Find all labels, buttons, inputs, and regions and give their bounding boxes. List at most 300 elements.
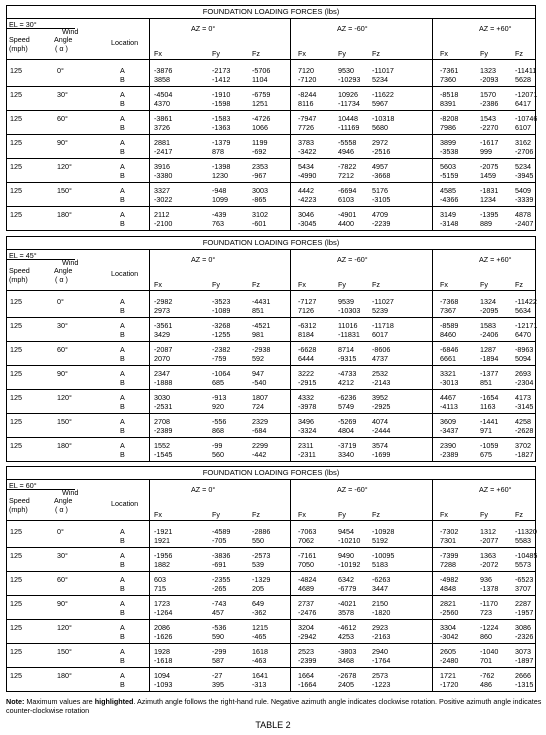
force-value-cell: -3324 bbox=[298, 426, 317, 435]
wind-label: Wind bbox=[62, 488, 79, 497]
location-cell: A bbox=[120, 575, 125, 584]
force-value-cell: 2299 bbox=[252, 441, 268, 450]
force-value-cell: -12071 bbox=[515, 90, 538, 99]
force-value-cell: 3046 bbox=[298, 210, 314, 219]
force-value-cell: 2311 bbox=[298, 441, 314, 450]
force-value-cell: 4585 bbox=[440, 186, 456, 195]
force-value-cell: -1395 bbox=[480, 210, 499, 219]
force-value-cell: -948 bbox=[212, 186, 227, 195]
wind-angle-cell: 180° bbox=[57, 210, 72, 219]
force-value-cell: 2112 bbox=[154, 210, 170, 219]
force-value-cell: 1215 bbox=[252, 623, 268, 632]
location-cell: A bbox=[120, 321, 125, 330]
force-value-cell: 701 bbox=[480, 656, 492, 665]
force-value-cell: 2390 bbox=[440, 441, 456, 450]
force-value-cell: 1921 bbox=[154, 536, 170, 545]
force-value-cell: -10318 bbox=[372, 114, 395, 123]
wind-speed-cell: 125 bbox=[10, 623, 22, 632]
force-value-cell: 4442 bbox=[298, 186, 314, 195]
force-value-cell: -2560 bbox=[440, 608, 459, 617]
force-value-cell: 2881 bbox=[154, 138, 170, 147]
force-value-cell: 1323 bbox=[480, 66, 496, 75]
speed-unit-label: (mph) bbox=[9, 44, 28, 53]
row-rule bbox=[7, 619, 535, 620]
location-cell: B bbox=[120, 330, 125, 339]
wind-angle-cell: 0° bbox=[57, 527, 64, 536]
force-value-cell: -1764 bbox=[372, 656, 391, 665]
force-value-cell: -1059 bbox=[480, 441, 499, 450]
force-value-cell: 2737 bbox=[298, 599, 314, 608]
force-value-cell: -759 bbox=[212, 354, 227, 363]
force-value-cell: -1398 bbox=[212, 162, 231, 171]
force-value-cell: -2311 bbox=[298, 450, 316, 459]
force-value-cell: -3422 bbox=[298, 147, 317, 156]
force-value-cell: 3916 bbox=[154, 162, 170, 171]
row-rule bbox=[7, 437, 535, 438]
force-value-cell: 3783 bbox=[298, 138, 314, 147]
column-divider bbox=[149, 479, 150, 691]
force-value-cell: -8244 bbox=[298, 90, 317, 99]
force-value-cell: -1545 bbox=[154, 450, 173, 459]
location-cell: B bbox=[120, 123, 125, 132]
force-column-header: Fz bbox=[515, 280, 523, 289]
force-value-cell: -3022 bbox=[154, 195, 173, 204]
force-value-cell: -9315 bbox=[338, 354, 357, 363]
wind-angle-cell: 120° bbox=[57, 393, 72, 402]
wind-angle-cell: 150° bbox=[57, 647, 72, 656]
force-value-cell: 860 bbox=[480, 632, 492, 641]
force-value-cell: -3836 bbox=[212, 551, 231, 560]
force-value-cell: -7947 bbox=[298, 114, 317, 123]
force-value-cell: 3003 bbox=[252, 186, 268, 195]
force-value-cell: 3429 bbox=[154, 330, 170, 339]
row-rule bbox=[7, 341, 535, 342]
location-cell: B bbox=[120, 680, 125, 689]
wind-angle-cell: 120° bbox=[57, 162, 72, 171]
force-value-cell: 878 bbox=[212, 147, 224, 156]
force-value-cell: 5183 bbox=[372, 560, 388, 569]
force-value-cell: -2270 bbox=[480, 123, 499, 132]
row-rule bbox=[7, 643, 535, 644]
force-value-cell: -1894 bbox=[480, 354, 499, 363]
row-rule bbox=[7, 206, 535, 207]
force-value-cell: 4709 bbox=[372, 210, 388, 219]
force-value-cell: -3719 bbox=[338, 441, 357, 450]
force-value-cell: -1040 bbox=[480, 647, 499, 656]
force-column-header: Fx bbox=[298, 280, 306, 289]
wind-speed-cell: 125 bbox=[10, 417, 22, 426]
force-value-cell: -27 bbox=[212, 671, 223, 680]
force-value-cell: -1720 bbox=[440, 680, 459, 689]
force-value-cell: -865 bbox=[252, 195, 267, 204]
force-value-cell: 486 bbox=[480, 680, 492, 689]
force-value-cell: -1957 bbox=[515, 608, 534, 617]
azimuth-header: AZ = +60° bbox=[479, 255, 512, 264]
force-column-header: Fx bbox=[440, 510, 448, 519]
azimuth-header: AZ = 0° bbox=[191, 24, 216, 33]
location-label: Location bbox=[111, 499, 139, 508]
location-cell: B bbox=[120, 584, 125, 593]
table-caption: TABLE 2 bbox=[255, 720, 291, 730]
force-value-cell: 1928 bbox=[154, 647, 170, 656]
force-value-cell: -2386 bbox=[480, 99, 499, 108]
location-cell: A bbox=[120, 186, 125, 195]
force-value-cell: -4113 bbox=[440, 402, 458, 411]
location-cell: A bbox=[120, 527, 125, 536]
force-value-cell: 4957 bbox=[372, 162, 388, 171]
force-value-cell: -10485 bbox=[515, 551, 538, 560]
row-rule bbox=[7, 86, 535, 87]
force-value-cell: 4689 bbox=[298, 584, 314, 593]
force-value-cell: 587 bbox=[212, 656, 224, 665]
force-value-cell: -2355 bbox=[212, 575, 231, 584]
column-divider bbox=[432, 479, 433, 691]
force-value-cell: -4589 bbox=[212, 527, 231, 536]
force-value-cell: 3578 bbox=[338, 608, 354, 617]
force-value-cell: 9490 bbox=[338, 551, 354, 560]
force-value-cell: -2382 bbox=[212, 345, 231, 354]
force-value-cell: 3468 bbox=[338, 656, 354, 665]
speed-unit-label: (mph) bbox=[9, 505, 28, 514]
location-cell: A bbox=[120, 138, 125, 147]
force-value-cell: 7360 bbox=[440, 75, 456, 84]
force-value-cell: 4212 bbox=[338, 378, 354, 387]
force-value-cell: -1255 bbox=[212, 330, 231, 339]
force-value-cell: 3086 bbox=[515, 623, 531, 632]
force-value-cell: -540 bbox=[252, 378, 267, 387]
force-value-cell: 5628 bbox=[515, 75, 531, 84]
force-value-cell: -8963 bbox=[515, 345, 534, 354]
force-value-cell: 1618 bbox=[252, 647, 268, 656]
force-column-header: Fx bbox=[154, 510, 162, 519]
force-value-cell: 5680 bbox=[372, 123, 388, 132]
force-column-header: Fz bbox=[372, 280, 380, 289]
note-lead: Note: bbox=[6, 697, 25, 706]
force-column-header: Fx bbox=[298, 510, 306, 519]
wind-speed-cell: 125 bbox=[10, 345, 22, 354]
force-value-cell: -11017 bbox=[372, 66, 394, 75]
force-value-cell: -99 bbox=[212, 441, 223, 450]
location-cell: A bbox=[120, 345, 125, 354]
force-value-cell: 5094 bbox=[515, 354, 531, 363]
force-value-cell: -1699 bbox=[372, 450, 391, 459]
force-value-cell: 2605 bbox=[440, 647, 456, 656]
force-value-cell: -6628 bbox=[298, 345, 317, 354]
force-value-cell: -1910 bbox=[212, 90, 231, 99]
force-value-cell: -2389 bbox=[154, 426, 173, 435]
force-value-cell: 1882 bbox=[154, 560, 170, 569]
location-cell: A bbox=[120, 393, 125, 402]
force-value-cell: 5634 bbox=[515, 306, 531, 315]
azimuth-header: AZ = +60° bbox=[479, 24, 512, 33]
force-value-cell: -7063 bbox=[298, 527, 317, 536]
column-divider bbox=[290, 249, 291, 461]
force-value-cell: 3030 bbox=[154, 393, 170, 402]
force-value-cell: -762 bbox=[480, 671, 495, 680]
force-value-cell: 5583 bbox=[515, 536, 531, 545]
force-value-cell: -5159 bbox=[440, 171, 459, 180]
force-value-cell: 7062 bbox=[298, 536, 314, 545]
force-value-cell: -2476 bbox=[298, 608, 317, 617]
force-value-cell: -439 bbox=[212, 210, 227, 219]
force-value-cell: -2982 bbox=[154, 297, 173, 306]
wind-label: Wind bbox=[62, 27, 79, 36]
row-rule bbox=[7, 667, 535, 668]
location-cell: A bbox=[120, 441, 125, 450]
table-title: FOUNDATION LOADING FORCES (lbs) bbox=[202, 7, 340, 16]
force-value-cell: -8589 bbox=[440, 321, 459, 330]
force-value-cell: -3045 bbox=[298, 219, 317, 228]
elevation-label: EL = 60° bbox=[9, 481, 37, 490]
force-value-cell: -2886 bbox=[252, 527, 271, 536]
force-value-cell: -1618 bbox=[154, 656, 173, 665]
force-value-cell: -11411 bbox=[515, 66, 537, 75]
row-rule bbox=[7, 389, 535, 390]
force-value-cell: -265 bbox=[212, 584, 227, 593]
force-value-cell: 1570 bbox=[480, 90, 496, 99]
force-value-cell: -3013 bbox=[440, 378, 459, 387]
force-value-cell: 2287 bbox=[515, 599, 531, 608]
force-value-cell: 6661 bbox=[440, 354, 456, 363]
force-column-header: Fy bbox=[212, 510, 220, 519]
force-value-cell: 1066 bbox=[252, 123, 268, 132]
force-value-cell: -4990 bbox=[298, 171, 317, 180]
force-value-cell: 2973 bbox=[154, 306, 170, 315]
force-value-cell: -2942 bbox=[298, 632, 317, 641]
force-value-cell: 3702 bbox=[515, 441, 531, 450]
force-value-cell: -2077 bbox=[480, 536, 499, 545]
row-rule bbox=[7, 365, 535, 366]
force-value-cell: 4253 bbox=[338, 632, 354, 641]
force-value-cell: 4737 bbox=[372, 354, 388, 363]
force-value-cell: 4804 bbox=[338, 426, 354, 435]
force-value-cell: 550 bbox=[252, 536, 264, 545]
force-value-cell: 889 bbox=[480, 219, 492, 228]
force-value-cell: -3145 bbox=[515, 402, 534, 411]
location-cell: A bbox=[120, 599, 125, 608]
table-note bbox=[6, 697, 542, 715]
location-cell: B bbox=[120, 99, 125, 108]
note-text-2: . Azimuth angle follows the right-hand rule. Negative azimuth angle indicates clockwise rotation. Positive azimuth angle indicates counter-clockwise rotation bbox=[6, 697, 542, 715]
force-value-cell: -743 bbox=[212, 599, 227, 608]
force-value-cell: 5176 bbox=[372, 186, 388, 195]
force-value-cell: 2821 bbox=[440, 599, 456, 608]
wind-speed-cell: 125 bbox=[10, 186, 22, 195]
force-value-cell: 4946 bbox=[338, 147, 354, 156]
azimuth-header: AZ = -60° bbox=[337, 24, 368, 33]
angle-label: Angle bbox=[54, 35, 73, 44]
wind-angle-cell: 90° bbox=[57, 138, 68, 147]
force-value-cell: -1223 bbox=[372, 680, 391, 689]
force-column-header: Fx bbox=[154, 280, 162, 289]
location-label: Location bbox=[111, 269, 139, 278]
wind-speed-cell: 125 bbox=[10, 575, 22, 584]
force-value-cell: 6342 bbox=[338, 575, 354, 584]
location-cell: B bbox=[120, 656, 125, 665]
force-value-cell: -2628 bbox=[515, 426, 534, 435]
force-value-cell: 3304 bbox=[440, 623, 456, 632]
force-value-cell: 1251 bbox=[252, 99, 268, 108]
force-value-cell: 3899 bbox=[440, 138, 456, 147]
force-value-cell: 7288 bbox=[440, 560, 456, 569]
force-value-cell: 2666 bbox=[515, 671, 531, 680]
force-value-cell: 1807 bbox=[252, 393, 268, 402]
force-value-cell: -7368 bbox=[440, 297, 459, 306]
force-value-cell: 1287 bbox=[480, 345, 496, 354]
column-divider bbox=[290, 18, 291, 230]
location-cell: B bbox=[120, 147, 125, 156]
force-value-cell: 1552 bbox=[154, 441, 170, 450]
force-value-cell: -4366 bbox=[440, 195, 459, 204]
force-value-cell: -11718 bbox=[372, 321, 394, 330]
force-value-cell: -1379 bbox=[212, 138, 231, 147]
force-value-cell: 9539 bbox=[338, 297, 354, 306]
force-value-cell: -2531 bbox=[154, 402, 173, 411]
force-value-cell: -2163 bbox=[372, 632, 391, 641]
force-value-cell: -684 bbox=[252, 426, 267, 435]
alpha-label: ( α ) bbox=[55, 44, 68, 53]
force-value-cell: 8460 bbox=[440, 330, 456, 339]
wind-speed-cell: 125 bbox=[10, 647, 22, 656]
speed-label: Speed bbox=[9, 35, 30, 44]
location-cell: A bbox=[120, 623, 125, 632]
force-value-cell: -1598 bbox=[212, 99, 231, 108]
force-value-cell: 8116 bbox=[298, 99, 314, 108]
force-value-cell: 724 bbox=[252, 402, 264, 411]
location-cell: B bbox=[120, 306, 125, 315]
force-value-cell: 8714 bbox=[338, 345, 354, 354]
force-value-cell: 4370 bbox=[154, 99, 170, 108]
force-value-cell: -2444 bbox=[372, 426, 391, 435]
location-cell: B bbox=[120, 171, 125, 180]
force-value-cell: -11320 bbox=[515, 527, 537, 536]
force-value-cell: 9530 bbox=[338, 66, 354, 75]
force-value-cell: 3204 bbox=[298, 623, 314, 632]
force-value-cell: -6263 bbox=[372, 575, 391, 584]
force-value-cell: -2093 bbox=[480, 75, 499, 84]
wind-speed-cell: 125 bbox=[10, 671, 22, 680]
force-value-cell: 11016 bbox=[338, 321, 358, 330]
force-value-cell: -8606 bbox=[372, 345, 391, 354]
force-value-cell: 3340 bbox=[338, 450, 354, 459]
force-value-cell: -692 bbox=[252, 147, 267, 156]
column-divider bbox=[290, 479, 291, 691]
force-value-cell: -5706 bbox=[252, 66, 271, 75]
force-value-cell: 457 bbox=[212, 608, 224, 617]
force-value-cell: 1363 bbox=[480, 551, 496, 560]
angle-label: Angle bbox=[54, 266, 73, 275]
wind-speed-cell: 125 bbox=[10, 138, 22, 147]
force-value-cell: -1064 bbox=[212, 369, 231, 378]
force-value-cell: -556 bbox=[212, 417, 227, 426]
force-value-cell: 8391 bbox=[440, 99, 456, 108]
force-value-cell: 936 bbox=[480, 575, 492, 584]
force-value-cell: 2532 bbox=[372, 369, 388, 378]
force-value-cell: -1956 bbox=[154, 551, 173, 560]
force-column-header: Fx bbox=[440, 280, 448, 289]
table-title: FOUNDATION LOADING FORCES (lbs) bbox=[202, 238, 340, 247]
note-text-1: Maximum values are bbox=[24, 697, 95, 706]
force-value-cell: -7127 bbox=[298, 297, 317, 306]
force-value-cell: -1654 bbox=[480, 393, 499, 402]
wind-angle-cell: 150° bbox=[57, 186, 72, 195]
force-value-cell: 3609 bbox=[440, 417, 456, 426]
force-value-cell: -2925 bbox=[372, 402, 391, 411]
force-value-cell: -691 bbox=[212, 560, 227, 569]
force-value-cell: -6759 bbox=[252, 90, 271, 99]
force-value-cell: -2417 bbox=[154, 147, 173, 156]
force-value-cell: -3268 bbox=[212, 321, 231, 330]
force-value-cell: -3803 bbox=[338, 647, 357, 656]
table-title: FOUNDATION LOADING FORCES (lbs) bbox=[202, 468, 340, 477]
row-rule bbox=[7, 571, 535, 572]
row-rule bbox=[7, 158, 535, 159]
speed-label: Speed bbox=[9, 496, 30, 505]
force-value-cell: 2573 bbox=[372, 671, 388, 680]
force-value-cell: 7726 bbox=[298, 123, 314, 132]
force-column-header: Fy bbox=[212, 49, 220, 58]
force-value-cell: -2087 bbox=[154, 345, 173, 354]
wind-angle-cell: 90° bbox=[57, 369, 68, 378]
force-value-cell: 6103 bbox=[338, 195, 354, 204]
force-value-cell: 999 bbox=[480, 147, 492, 156]
force-value-cell: 4467 bbox=[440, 393, 456, 402]
row-rule bbox=[7, 413, 535, 414]
column-divider bbox=[432, 249, 433, 461]
force-value-cell: -10095 bbox=[372, 551, 395, 560]
force-value-cell: -3380 bbox=[154, 171, 173, 180]
force-column-header: Fy bbox=[338, 49, 346, 58]
force-value-cell: 2353 bbox=[252, 162, 268, 171]
force-value-cell: -2095 bbox=[480, 306, 499, 315]
wind-angle-cell: 120° bbox=[57, 623, 72, 632]
force-value-cell: 3327 bbox=[154, 186, 170, 195]
force-value-cell: 1312 bbox=[480, 527, 496, 536]
force-value-cell: 2972 bbox=[372, 138, 388, 147]
force-value-cell: 3858 bbox=[154, 75, 170, 84]
loading-table bbox=[6, 5, 536, 231]
force-value-cell: -313 bbox=[252, 680, 267, 689]
force-value-cell: -11734 bbox=[338, 99, 360, 108]
force-value-cell: -7161 bbox=[298, 551, 317, 560]
force-value-cell: 1723 bbox=[154, 599, 170, 608]
force-value-cell: 2708 bbox=[154, 417, 170, 426]
force-value-cell: -1897 bbox=[515, 656, 534, 665]
location-cell: B bbox=[120, 426, 125, 435]
force-value-cell: -6694 bbox=[338, 186, 357, 195]
force-value-cell: 4878 bbox=[515, 210, 531, 219]
wind-speed-cell: 125 bbox=[10, 90, 22, 99]
force-value-cell: -6779 bbox=[338, 584, 357, 593]
location-cell: B bbox=[120, 536, 125, 545]
force-column-header: Fz bbox=[252, 510, 260, 519]
force-value-cell: -4612 bbox=[338, 623, 357, 632]
force-value-cell: -2143 bbox=[372, 378, 391, 387]
force-value-cell: -2938 bbox=[252, 345, 271, 354]
force-value-cell: -6523 bbox=[515, 575, 534, 584]
force-value-cell: 851 bbox=[480, 378, 492, 387]
location-cell: B bbox=[120, 378, 125, 387]
wind-speed-cell: 125 bbox=[10, 297, 22, 306]
force-value-cell: -2915 bbox=[298, 378, 317, 387]
force-value-cell: -2389 bbox=[440, 450, 459, 459]
force-value-cell: 5234 bbox=[372, 75, 388, 84]
wind-speed-cell: 125 bbox=[10, 66, 22, 75]
force-value-cell: 5192 bbox=[372, 536, 388, 545]
force-value-cell: -7302 bbox=[440, 527, 459, 536]
location-cell: B bbox=[120, 632, 125, 641]
force-value-cell: 7126 bbox=[298, 306, 314, 315]
